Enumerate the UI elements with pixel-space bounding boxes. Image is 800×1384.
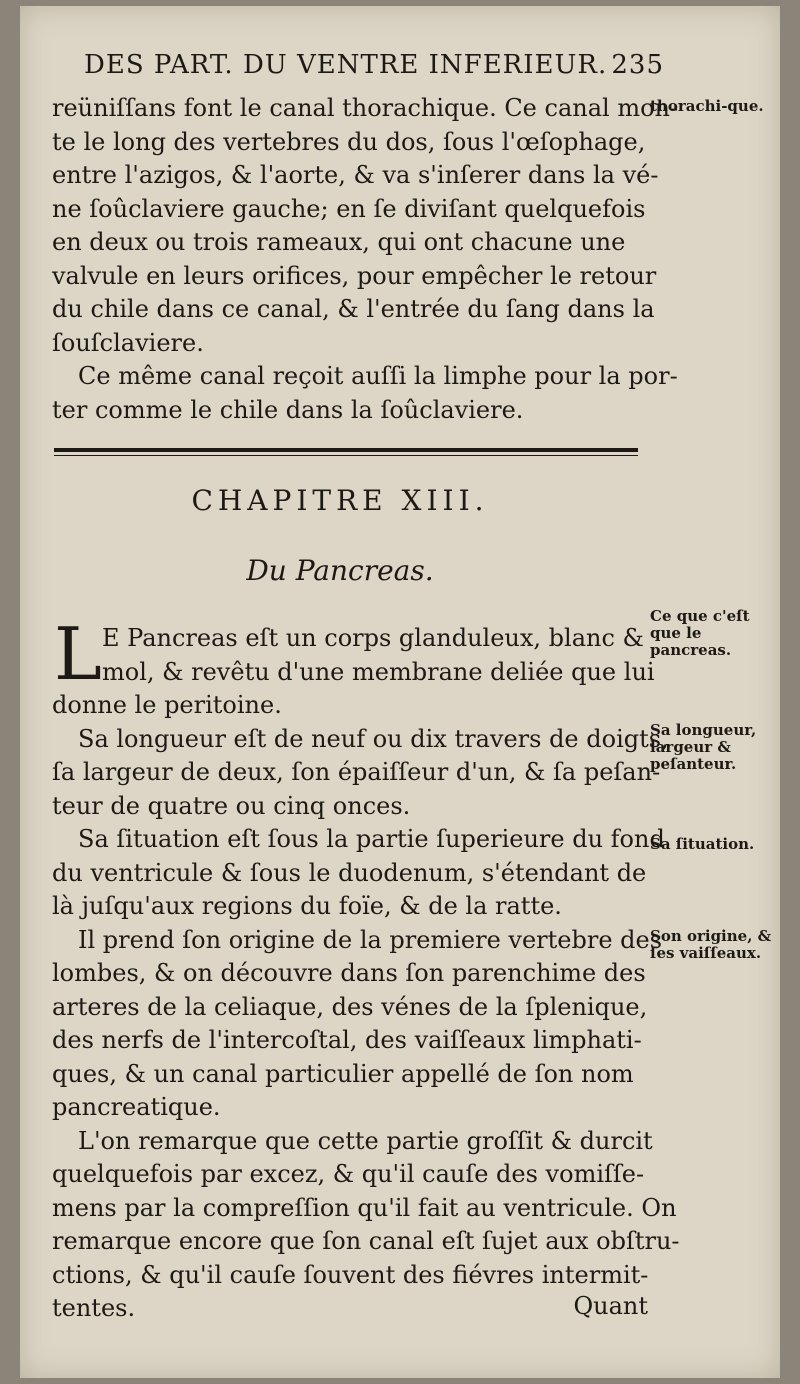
text-line: Sa longueur eſt de neuf ou dix travers de doigts, — [78, 724, 669, 753]
chapter-title: CHAPITRE XIII. — [191, 484, 489, 517]
text-line: du ventricule & ſous le duodenum, s'étendant de — [52, 858, 647, 887]
text-line: entre l'azigos, & l'aorte, & va s'inſerer dans la vé- — [52, 161, 659, 189]
text-line: Ce même canal reçoit auſſi la limphe pour la por- — [78, 362, 678, 390]
page-number: 235 — [611, 50, 664, 80]
paragraph-top — [52, 92, 679, 427]
text-line: donne le peritoine. — [52, 691, 282, 719]
book-page — [20, 6, 780, 1378]
text-line: lombes, & on découvre dans ſon parenchime des — [52, 959, 646, 987]
text-line: teur de quatre ou cinq onces. — [52, 791, 411, 820]
text-line: mens par la compreſſion qu'il fait au ventricule. On — [52, 1193, 677, 1222]
text-line: ſa largeur de deux, ſon épaiſſeur d'un, & ſa peſan- — [52, 758, 661, 786]
text-line: des nerfs de l'intercoſtal, des vaiſſeaux limphati- — [52, 1026, 642, 1054]
text-line: arteres de la celiaque, des vénes de la ſplenique, — [52, 992, 648, 1021]
text-line: Il prend ſon origine de la premiere vertebre des — [78, 925, 663, 954]
text-line: pancreatique. — [52, 1093, 221, 1121]
text-line: ne ſoûclaviere gauche; en ſe diviſant quelquefois — [52, 194, 646, 223]
text-line: en deux ou trois rameaux, qui ont chacune une — [52, 228, 626, 256]
text-line: quelquefois par excez, & qu'il cauſe des vomiſſe- — [52, 1160, 645, 1188]
margin-note-situation: Sa ſituation. — [650, 835, 755, 853]
text-line: mol, & revêtu d'une membrane deliée que lui — [102, 657, 655, 686]
text-line: reüniſſans font le canal thorachique. Ce canal mon- — [52, 94, 679, 122]
text-line: L'on remarque que cette partie groſſit & durcit — [78, 1126, 653, 1155]
text-line: Sa ſituation eſt ſous la partie ſuperieure du fond — [78, 825, 665, 853]
divider-rule — [54, 448, 638, 452]
text-line: ſouſclaviere. — [52, 328, 204, 357]
margin-note-dimensions: Sa longueur, largeur & peſanteur. — [650, 721, 757, 773]
catchword: Quant — [573, 1292, 648, 1320]
margin-note-definition: Ce que c'eſt que le pancreas. — [650, 607, 750, 659]
text-line: valvule en leurs orifices, pour empêcher le retour — [52, 261, 657, 290]
text-line: remarque encore que ſon canal eſt ſujet aux obſtru- — [52, 1227, 680, 1255]
margin-note-thorachique: thorachi-que. — [650, 97, 764, 115]
drop-cap: L — [54, 612, 102, 696]
running-title: DES PART. DU VENTRE INFERIEUR. — [84, 50, 608, 80]
text-line: ctions, & qu'il cauſe ſouvent des fiévres intermit- — [52, 1260, 649, 1289]
running-header — [84, 50, 664, 90]
text-line: du chile dans ce canal, & l'entrée du ſang dans la — [52, 295, 655, 323]
text-line: te le long des vertebres du dos, ſous l'œſophage, — [52, 127, 646, 156]
chapter-body — [52, 622, 680, 1326]
page-footer — [52, 1292, 652, 1326]
text-line: ques, & un canal particulier appellé de ſon nom — [52, 1059, 634, 1088]
text-line: ter comme le chile dans la ſoûclaviere. — [52, 395, 524, 424]
section-title: Du Pancreas. — [246, 554, 434, 587]
divider-rule-thin — [54, 455, 638, 456]
margin-note-origin: Son origine, & ſes vaiſſeaux. — [650, 927, 772, 962]
text-line: tentes. — [52, 1294, 136, 1322]
text-line: E Pancreas eſt un corps glanduleux, blanc & — [102, 624, 644, 652]
text-line: là juſqu'aux regions du foïe, & de la ratte. — [52, 892, 562, 920]
